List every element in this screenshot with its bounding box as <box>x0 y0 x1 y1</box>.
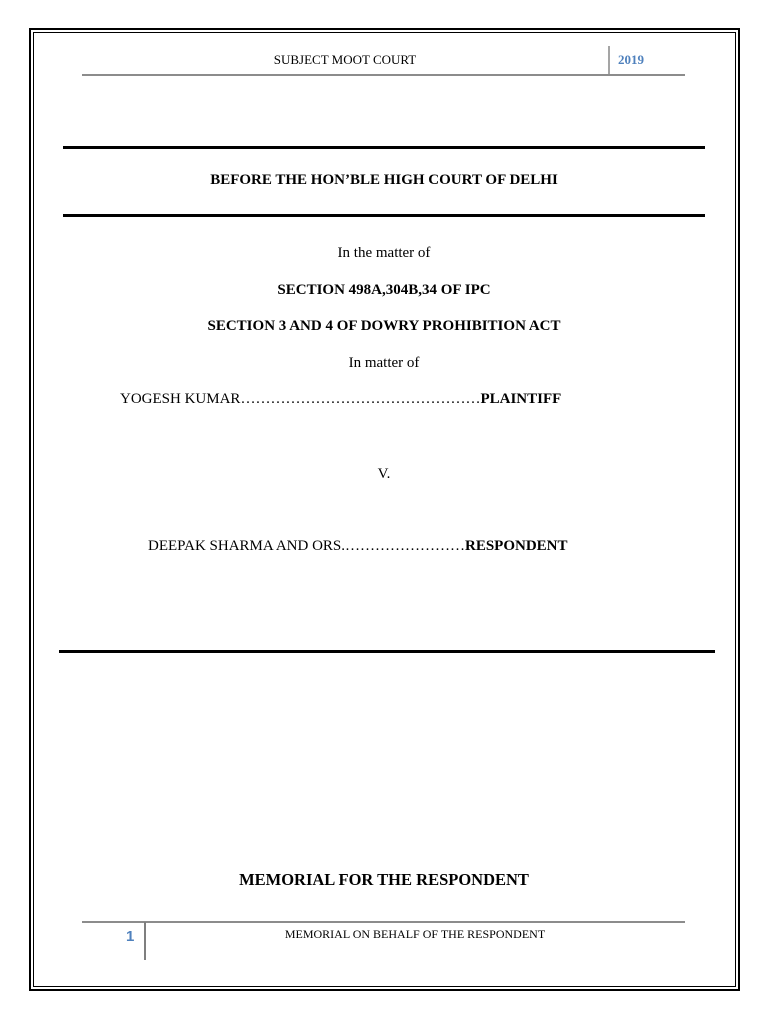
matter-intro-2: In matter of <box>348 355 420 371</box>
versus: V. <box>377 466 391 482</box>
plaintiff-leader-dots: ………………………………………… <box>240 391 481 407</box>
section-ipc: SECTION 498A,304B,34 OF IPC <box>277 282 491 298</box>
matter-intro: In the matter of <box>337 245 431 261</box>
header-rule <box>82 74 685 76</box>
respondent-name: DEEPAK SHARMA AND ORS. <box>148 538 345 554</box>
header-title: SUBJECT MOOT COURT <box>273 52 417 67</box>
plaintiff-role: PLAINTIFF <box>480 391 562 407</box>
plaintiff-name: YOGESH KUMAR <box>120 391 241 407</box>
respondent-line <box>148 538 568 555</box>
footer-page-number: 1 <box>126 928 135 945</box>
footer-rule <box>82 921 685 923</box>
respondent-role: RESPONDENT <box>465 538 568 554</box>
header-divider <box>608 46 610 75</box>
rule-above-court <box>63 146 705 149</box>
respondent-leader-dots: …………………… <box>345 538 465 554</box>
section-dowry: SECTION 3 AND 4 OF DOWRY PROHIBITION ACT <box>207 318 561 334</box>
footer-text: MEMORIAL ON BEHALF OF THE RESPONDENT <box>284 927 546 941</box>
court-title: BEFORE THE HON’BLE HIGH COURT OF DELHI <box>210 172 558 188</box>
footer-divider <box>144 922 146 960</box>
plaintiff-line <box>120 391 561 408</box>
rule-after-parties <box>59 650 715 653</box>
rule-below-court <box>63 214 705 217</box>
header-year: 2019 <box>618 52 644 67</box>
memorial-title: MEMORIAL FOR THE RESPONDENT <box>239 870 529 889</box>
